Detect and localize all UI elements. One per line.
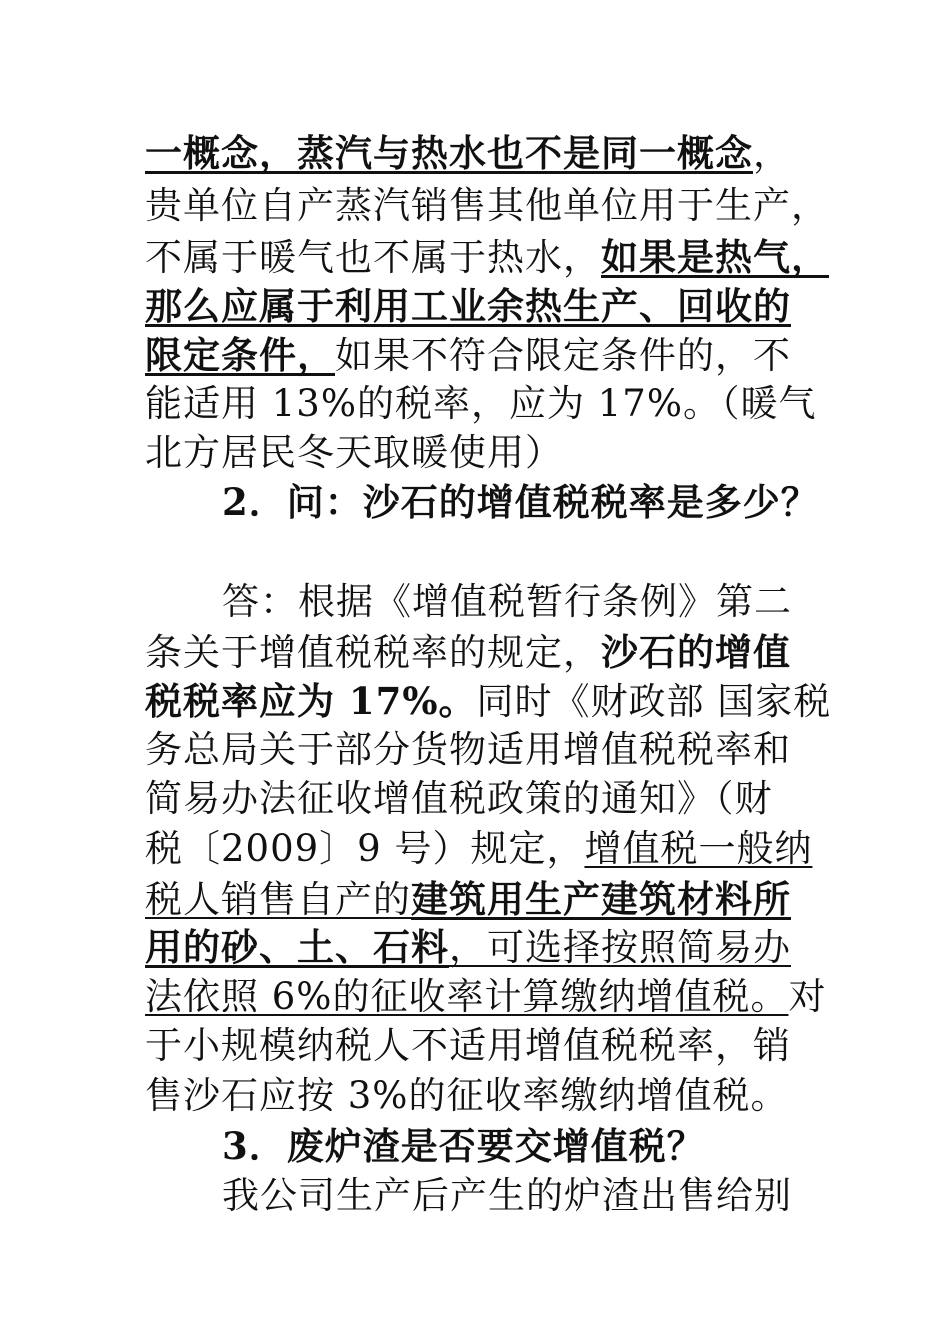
plain-text: 条关于增值税税率的规定， bbox=[145, 631, 601, 674]
bold-underlined-text: 建筑用生产建筑材料所 bbox=[411, 877, 791, 921]
underlined-text: ，可选择按照简易办 bbox=[449, 926, 791, 969]
plain-text: 如果不符合限定条件的，不 bbox=[335, 334, 791, 377]
q2-answer-line-6 bbox=[145, 824, 812, 874]
q2-answer-line-7 bbox=[145, 874, 791, 924]
underlined-text: 增值税一般纳 bbox=[584, 827, 813, 870]
plain-text: 我公司生产后产生的炉渣出售给别 bbox=[222, 1174, 792, 1217]
bold-text: 沙石的增值 bbox=[601, 630, 791, 674]
question-2-heading: 2．问：沙石的增值税税率是多少？ bbox=[222, 480, 819, 524]
plain-text: 贵单位自产蒸汽销售其他单位用于生产， bbox=[145, 184, 829, 227]
p1-line-6 bbox=[145, 379, 817, 429]
plain-text: 能适用 13%的税率，应为 17%。（暖气 bbox=[145, 382, 817, 425]
plain-text: 不属于暖气也不属于热水， bbox=[145, 236, 601, 279]
plain-text: 对 bbox=[788, 975, 827, 1018]
q2-answer-line-1 bbox=[222, 577, 792, 627]
p1-line-1 bbox=[145, 128, 791, 178]
question-3-heading: 3．废炉渣是否要交增值税？ bbox=[222, 1124, 705, 1168]
q3-line-1 bbox=[222, 1171, 792, 1221]
underlined-text: 税人销售自产的 bbox=[145, 878, 411, 921]
p1-line-2 bbox=[145, 181, 829, 231]
plain-text: 于小规模纳税人不适用增值税税率，销 bbox=[145, 1024, 791, 1067]
bold-text: 税税率应为 17%。 bbox=[145, 679, 477, 723]
plain-text: 北方居民冬天取暖使用） bbox=[145, 431, 563, 474]
plain-text: 售沙石应按 3%的征收率缴纳增值税。 bbox=[145, 1074, 789, 1117]
plain-text: 税〔2009〕9 号）规定， bbox=[145, 827, 585, 870]
q2-answer-line-2 bbox=[145, 627, 791, 677]
bold-underlined-text: 限定条件， bbox=[145, 333, 335, 377]
plain-text: ， bbox=[753, 132, 791, 175]
p1-line-3 bbox=[145, 232, 829, 282]
q2-answer-line-8 bbox=[145, 922, 791, 972]
p1-line-7 bbox=[145, 428, 563, 478]
bold-underlined-text: 用的砂、土、石料 bbox=[145, 925, 449, 969]
plain-text: 同时《财政部 国家税 bbox=[476, 680, 832, 723]
q2-answer-line-5 bbox=[145, 774, 773, 824]
q2-answer-line-9 bbox=[145, 972, 826, 1022]
q2-answer-line-11 bbox=[145, 1071, 788, 1121]
q2-answer-line-10 bbox=[145, 1021, 791, 1071]
underlined-text: 法依照 6%的征收率计算缴纳增值税。 bbox=[145, 975, 789, 1018]
plain-text: 答：根据《增值税暂行条例》第二 bbox=[222, 580, 792, 623]
plain-text: 务总局关于部分货物适用增值税税率和 bbox=[145, 728, 791, 771]
bold-underlined-text: 如果是热气， bbox=[601, 235, 829, 279]
p1-line-4 bbox=[145, 281, 791, 331]
bold-underlined-text: 一概念，蒸汽与热水也不是同一概念 bbox=[145, 131, 753, 175]
p1-line-5 bbox=[145, 330, 791, 380]
bold-underlined-text: 那么应属于利用工业余热生产、回收的 bbox=[145, 284, 791, 328]
q2-answer-line-4 bbox=[145, 725, 791, 775]
q2-answer-line-3 bbox=[145, 676, 831, 726]
plain-text: 简易办法征收增值税政策的通知》（财 bbox=[145, 777, 773, 820]
